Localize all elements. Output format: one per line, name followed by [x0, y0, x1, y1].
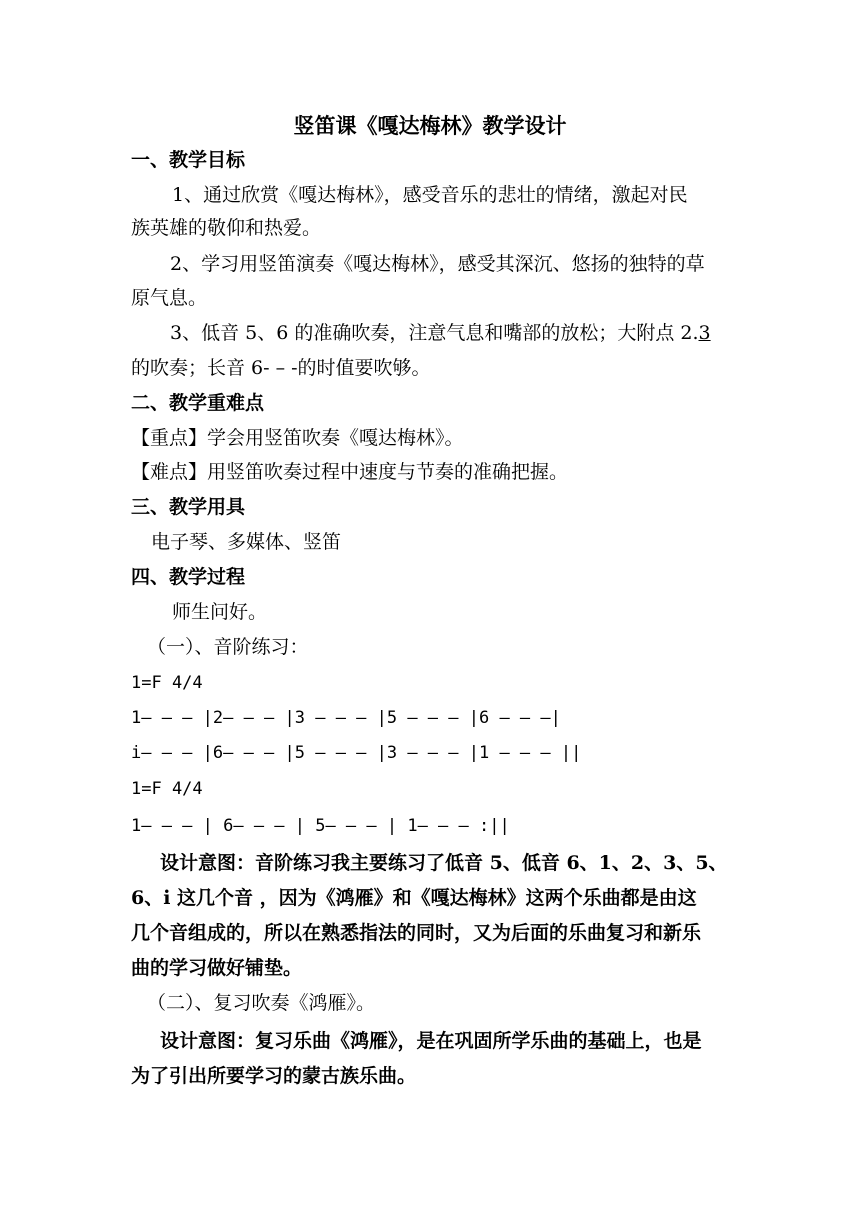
section-heading-process: 四、教学过程	[131, 566, 246, 588]
design-intent-1-line-3: 几个音组成的，所以在熟悉指法的同时，又为后面的乐曲复习和新乐	[131, 922, 702, 944]
difficulty-label: 【难点】	[131, 461, 208, 483]
key-point-text: 学会用竖笛吹奏《嘎达梅林》。	[207, 427, 464, 449]
tools-text: 电子琴、多媒体、竖笛	[151, 531, 342, 553]
notation-line-1: 1— — — |2— — — |3 — — — |5 — — — |6 — — —|	[131, 708, 561, 728]
design-intent-2-line-2: 为了引出所要学习的蒙古族乐曲。	[131, 1065, 417, 1087]
design-intent-1-line-2: 6、i 这几个音 ，因为《鸿雁》和《嘎达梅林》这两个乐曲都是由这	[131, 887, 697, 909]
key-point	[131, 425, 731, 451]
design-intent-2-line-1: 设计意图：复习乐曲《鸿雁》，是在巩固所学乐曲的基础上，也是	[160, 1030, 702, 1052]
notation-line-3: 1— — — | 6— — — | 5— — — | 1— — — :||	[131, 816, 510, 836]
step-1-title: （一）、音阶练习：	[147, 636, 309, 658]
goal-3-underlined-note: 3	[698, 322, 711, 344]
goal-2-line-1: 2、学习用竖笛演奏《嘎达梅林》，感受其深沉、悠扬的独特的草	[170, 253, 705, 275]
difficulty-text: 用竖笛吹奏过程中速度与节奏的准确把握。	[207, 461, 569, 483]
goal-2-line-2: 原气息。	[131, 287, 208, 309]
key-signature-1: 1=F 4/4	[131, 673, 203, 693]
key-point-label: 【重点】	[131, 427, 208, 449]
section-heading-key-points: 二、教学重难点	[131, 392, 265, 414]
difficulty-point	[131, 459, 731, 485]
step-2-title: （二）、复习吹奏《鸿雁》。	[147, 992, 376, 1014]
goal-3-line-2: 的吹奏；长音 6- – -的时值要吹够。	[131, 357, 431, 379]
section-heading-goals: 一、教学目标	[131, 149, 246, 171]
goal-3-text: 3、低音 5、6 的准确吹奏，注意气息和嘴部的放松；大附点 2.	[170, 322, 699, 344]
design-intent-1-line-1: 设计意图：音阶练习我主要练习了低音 5、低音 6、1、2、3、5、	[160, 852, 728, 874]
goal-1-line-2: 族英雄的敬仰和热爱。	[131, 217, 322, 239]
key-signature-2: 1=F 4/4	[131, 779, 203, 799]
section-heading-tools: 三、教学用具	[131, 496, 246, 518]
notation-line-2: i— — — |6— — — |5 — — — |3 — — — |1 — — — ||	[131, 743, 582, 763]
design-intent-1-line-4: 曲的学习做好铺垫。	[131, 957, 303, 979]
goal-1-line-1: 1、通过欣赏《嘎达梅林》，感受音乐的悲壮的情绪，激起对民	[172, 184, 688, 206]
greeting-text: 师生问好。	[172, 601, 268, 623]
goal-3-line-1	[170, 320, 770, 346]
document-title: 竖笛课《嘎达梅林》教学设计	[293, 113, 567, 138]
